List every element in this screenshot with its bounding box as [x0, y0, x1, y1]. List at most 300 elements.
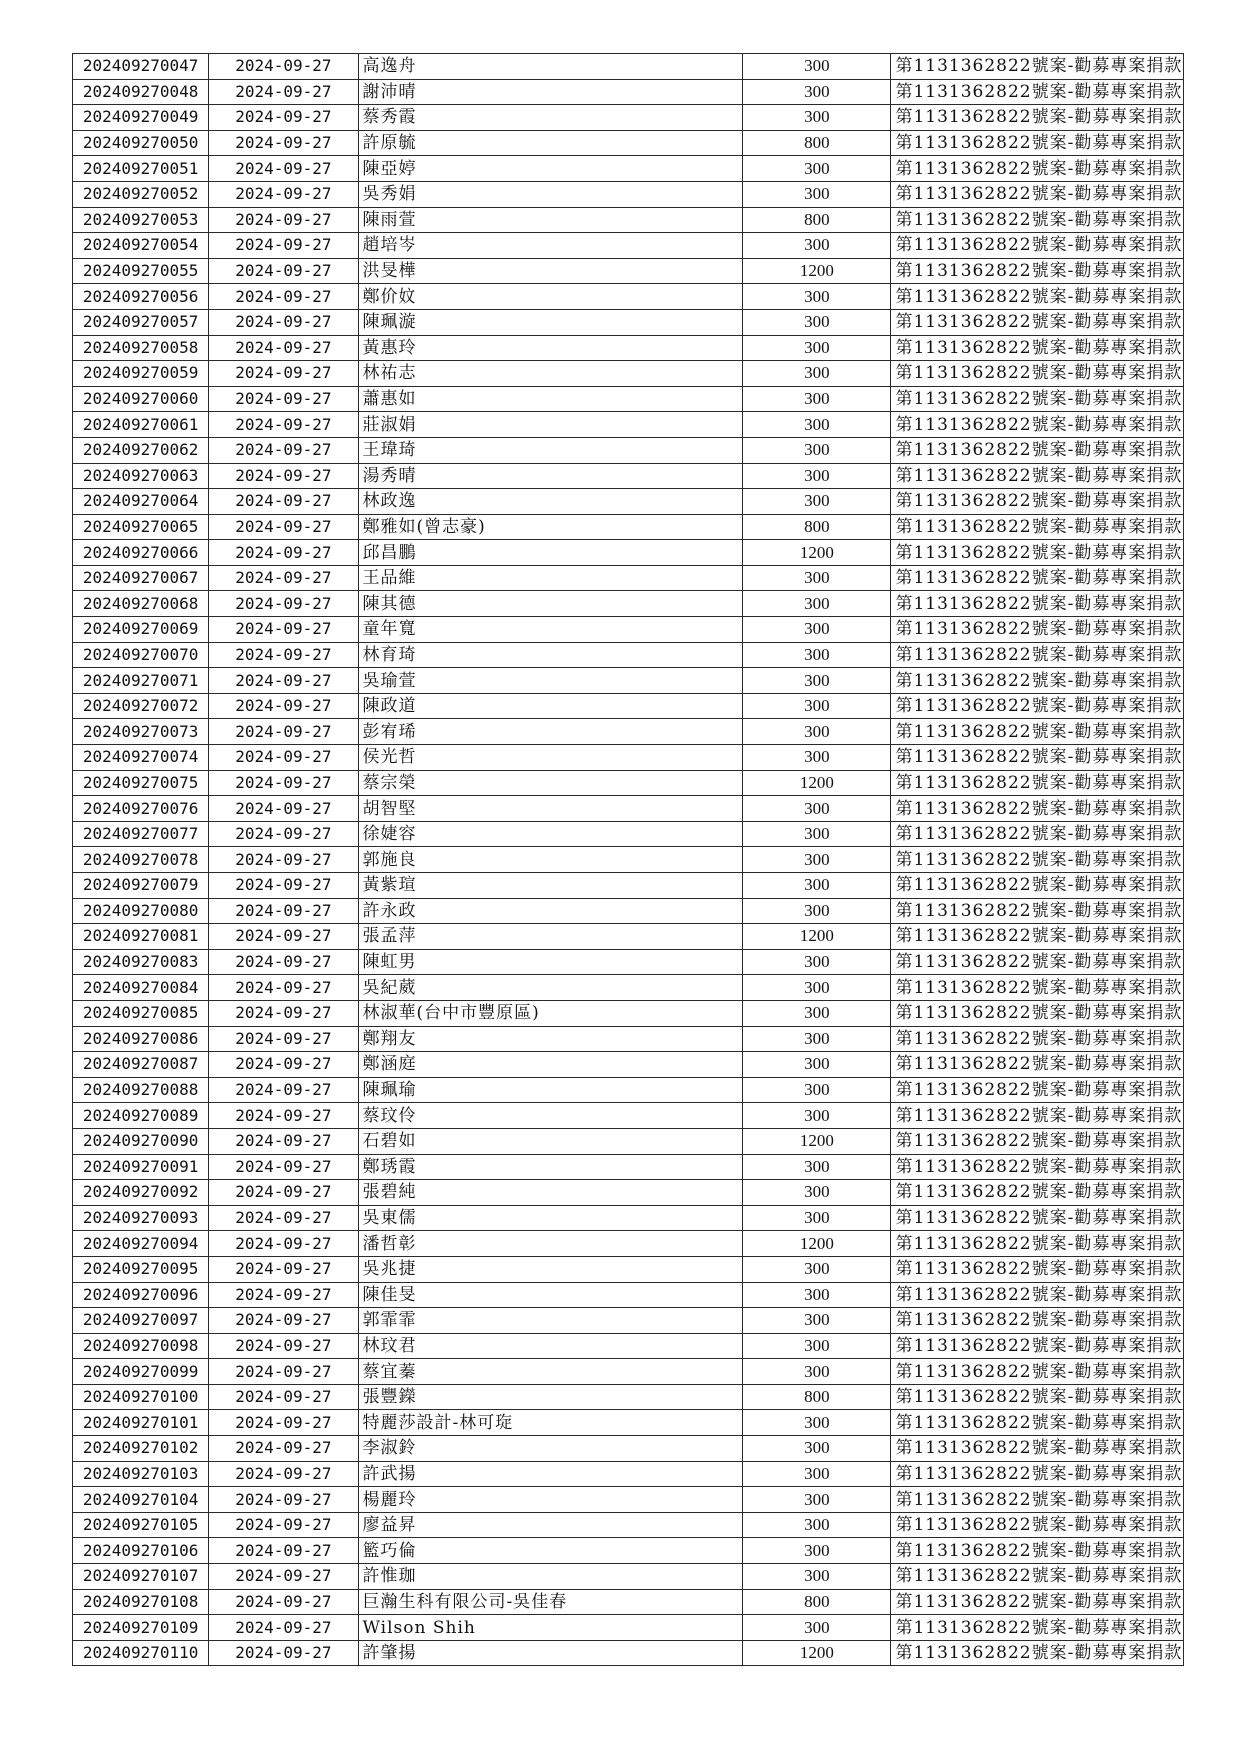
donor-name-cell: 籃巧倫: [358, 1538, 743, 1564]
table-row: [73, 130, 1184, 156]
table-row: [73, 412, 1184, 438]
donation-date-cell: 2024-09-27: [209, 1052, 358, 1078]
receipt-number-cell: 202409270084: [73, 975, 209, 1001]
receipt-number-cell: 202409270061: [73, 412, 209, 438]
amount-cell: 300: [743, 873, 891, 899]
purpose-cell: 第1131362822號案-勸募專案捐款: [891, 540, 1184, 566]
receipt-number-cell: 202409270097: [73, 1308, 209, 1334]
donor-name-cell: 高逸舟: [358, 54, 743, 80]
purpose-cell: 第1131362822號案-勸募專案捐款: [891, 489, 1184, 515]
purpose-cell: 第1131362822號案-勸募專案捐款: [891, 1256, 1184, 1282]
amount-cell: 300: [743, 1359, 891, 1385]
donor-name-cell: 廖益昇: [358, 1512, 743, 1538]
donation-date-cell: 2024-09-27: [209, 1564, 358, 1590]
donor-name-cell: 黃紫瑄: [358, 873, 743, 899]
purpose-cell: 第1131362822號案-勸募專案捐款: [891, 386, 1184, 412]
receipt-number-cell: 202409270075: [73, 770, 209, 796]
table-row: [73, 642, 1184, 668]
donor-name-cell: 郭施良: [358, 847, 743, 873]
receipt-number-cell: 202409270068: [73, 591, 209, 617]
table-row: [73, 1205, 1184, 1231]
table-row: [73, 975, 1184, 1001]
table-row: [73, 770, 1184, 796]
donor-name-cell: 侯光哲: [358, 745, 743, 771]
donation-date-cell: 2024-09-27: [209, 1180, 358, 1206]
amount-cell: 300: [743, 719, 891, 745]
amount-cell: 300: [743, 693, 891, 719]
donor-name-cell: 許惟珈: [358, 1564, 743, 1590]
donation-date-cell: 2024-09-27: [209, 1615, 358, 1641]
receipt-number-cell: 202409270104: [73, 1487, 209, 1513]
donor-name-cell: 王品維: [358, 565, 743, 591]
donation-date-cell: 2024-09-27: [209, 591, 358, 617]
receipt-number-cell: 202409270100: [73, 1384, 209, 1410]
donation-date-cell: 2024-09-27: [209, 181, 358, 207]
donation-date-cell: 2024-09-27: [209, 79, 358, 105]
amount-cell: 300: [743, 1000, 891, 1026]
table-row: [73, 617, 1184, 643]
table-row: [73, 668, 1184, 694]
receipt-number-cell: 202409270066: [73, 540, 209, 566]
amount-cell: 300: [743, 1308, 891, 1334]
donation-date-cell: 2024-09-27: [209, 642, 358, 668]
table-row: [73, 1282, 1184, 1308]
amount-cell: 300: [743, 1205, 891, 1231]
donation-date-cell: 2024-09-27: [209, 1077, 358, 1103]
donor-name-cell: 徐婕容: [358, 821, 743, 847]
donation-table: [72, 53, 1184, 1666]
amount-cell: 300: [743, 1512, 891, 1538]
receipt-number-cell: 202409270095: [73, 1256, 209, 1282]
table-row: [73, 565, 1184, 591]
donation-date-cell: 2024-09-27: [209, 949, 358, 975]
purpose-cell: 第1131362822號案-勸募專案捐款: [891, 1410, 1184, 1436]
donor-name-cell: 陳珮瑜: [358, 1077, 743, 1103]
receipt-number-cell: 202409270093: [73, 1205, 209, 1231]
donor-name-cell: 鄭琇霞: [358, 1154, 743, 1180]
table-row: [73, 207, 1184, 233]
receipt-number-cell: 202409270073: [73, 719, 209, 745]
donation-date-cell: 2024-09-27: [209, 1103, 358, 1129]
donor-name-cell: 林祐志: [358, 361, 743, 387]
donation-date-cell: 2024-09-27: [209, 1359, 358, 1385]
amount-cell: 300: [743, 1436, 891, 1462]
amount-cell: 300: [743, 975, 891, 1001]
donor-name-cell: 許肇揚: [358, 1640, 743, 1666]
table-row: [73, 335, 1184, 361]
purpose-cell: 第1131362822號案-勸募專案捐款: [891, 591, 1184, 617]
receipt-number-cell: 202409270110: [73, 1640, 209, 1666]
donation-date-cell: 2024-09-27: [209, 207, 358, 233]
amount-cell: 300: [743, 821, 891, 847]
receipt-number-cell: 202409270101: [73, 1410, 209, 1436]
donor-name-cell: 林淑華(台中市豐原區): [358, 1000, 743, 1026]
amount-cell: 300: [743, 105, 891, 131]
receipt-number-cell: 202409270081: [73, 924, 209, 950]
table-row: [73, 489, 1184, 515]
table-row: [73, 949, 1184, 975]
donation-date-cell: 2024-09-27: [209, 1282, 358, 1308]
purpose-cell: 第1131362822號案-勸募專案捐款: [891, 1384, 1184, 1410]
amount-cell: 300: [743, 847, 891, 873]
amount-cell: 300: [743, 1103, 891, 1129]
donor-name-cell: 陳虹男: [358, 949, 743, 975]
amount-cell: 300: [743, 412, 891, 438]
amount-cell: 300: [743, 1077, 891, 1103]
purpose-cell: 第1131362822號案-勸募專案捐款: [891, 617, 1184, 643]
donor-name-cell: 王瑋琦: [358, 437, 743, 463]
donation-date-cell: 2024-09-27: [209, 975, 358, 1001]
table-row: [73, 1615, 1184, 1641]
donor-name-cell: 湯秀晴: [358, 463, 743, 489]
table-row: [73, 1564, 1184, 1590]
donor-name-cell: 陳雨萱: [358, 207, 743, 233]
donation-date-cell: 2024-09-27: [209, 514, 358, 540]
donor-name-cell: 蕭惠如: [358, 386, 743, 412]
donation-date-cell: 2024-09-27: [209, 1000, 358, 1026]
amount-cell: 1200: [743, 1231, 891, 1257]
purpose-cell: 第1131362822號案-勸募專案捐款: [891, 1615, 1184, 1641]
receipt-number-cell: 202409270067: [73, 565, 209, 591]
donation-date-cell: 2024-09-27: [209, 821, 358, 847]
purpose-cell: 第1131362822號案-勸募專案捐款: [891, 1333, 1184, 1359]
donor-name-cell: 鄭价妏: [358, 284, 743, 310]
donation-date-cell: 2024-09-27: [209, 437, 358, 463]
donation-date-cell: 2024-09-27: [209, 770, 358, 796]
purpose-cell: 第1131362822號案-勸募專案捐款: [891, 1282, 1184, 1308]
purpose-cell: 第1131362822號案-勸募專案捐款: [891, 1052, 1184, 1078]
receipt-number-cell: 202409270091: [73, 1154, 209, 1180]
receipt-number-cell: 202409270072: [73, 693, 209, 719]
donation-date-cell: 2024-09-27: [209, 1538, 358, 1564]
amount-cell: 300: [743, 617, 891, 643]
donation-table-body: [73, 54, 1184, 1666]
donor-name-cell: 蔡宗榮: [358, 770, 743, 796]
donation-date-cell: 2024-09-27: [209, 335, 358, 361]
receipt-number-cell: 202409270098: [73, 1333, 209, 1359]
purpose-cell: 第1131362822號案-勸募專案捐款: [891, 1154, 1184, 1180]
table-row: [73, 591, 1184, 617]
donor-name-cell: 吳秀娟: [358, 181, 743, 207]
receipt-number-cell: 202409270092: [73, 1180, 209, 1206]
donor-name-cell: 吳瑜萱: [358, 668, 743, 694]
donation-date-cell: 2024-09-27: [209, 309, 358, 335]
donor-name-cell: 石碧如: [358, 1128, 743, 1154]
purpose-cell: 第1131362822號案-勸募專案捐款: [891, 412, 1184, 438]
donation-date-cell: 2024-09-27: [209, 1487, 358, 1513]
table-row: [73, 1052, 1184, 1078]
donation-date-cell: 2024-09-27: [209, 719, 358, 745]
amount-cell: 300: [743, 1026, 891, 1052]
amount-cell: 300: [743, 386, 891, 412]
table-row: [73, 386, 1184, 412]
purpose-cell: 第1131362822號案-勸募專案捐款: [891, 1231, 1184, 1257]
amount-cell: 300: [743, 1564, 891, 1590]
purpose-cell: 第1131362822號案-勸募專案捐款: [891, 361, 1184, 387]
donor-name-cell: 鄭涵庭: [358, 1052, 743, 1078]
amount-cell: 300: [743, 668, 891, 694]
donation-date-cell: 2024-09-27: [209, 156, 358, 182]
table-row: [73, 540, 1184, 566]
donor-name-cell: 巨瀚生科有限公司-吳佳春: [358, 1589, 743, 1615]
purpose-cell: 第1131362822號案-勸募專案捐款: [891, 975, 1184, 1001]
table-row: [73, 1180, 1184, 1206]
amount-cell: 1200: [743, 924, 891, 950]
receipt-number-cell: 202409270057: [73, 309, 209, 335]
amount-cell: 300: [743, 489, 891, 515]
donation-date-cell: 2024-09-27: [209, 898, 358, 924]
donation-date-cell: 2024-09-27: [209, 386, 358, 412]
receipt-number-cell: 202409270069: [73, 617, 209, 643]
amount-cell: 300: [743, 745, 891, 771]
purpose-cell: 第1131362822號案-勸募專案捐款: [891, 105, 1184, 131]
donation-date-cell: 2024-09-27: [209, 693, 358, 719]
donation-date-cell: 2024-09-27: [209, 540, 358, 566]
purpose-cell: 第1131362822號案-勸募專案捐款: [891, 514, 1184, 540]
donor-name-cell: 陳政道: [358, 693, 743, 719]
donor-name-cell: 許原毓: [358, 130, 743, 156]
purpose-cell: 第1131362822號案-勸募專案捐款: [891, 1589, 1184, 1615]
table-row: [73, 1410, 1184, 1436]
table-row: [73, 1128, 1184, 1154]
table-row: [73, 361, 1184, 387]
receipt-number-cell: 202409270106: [73, 1538, 209, 1564]
receipt-number-cell: 202409270107: [73, 1564, 209, 1590]
receipt-number-cell: 202409270055: [73, 258, 209, 284]
receipt-number-cell: 202409270056: [73, 284, 209, 310]
purpose-cell: 第1131362822號案-勸募專案捐款: [891, 1026, 1184, 1052]
table-row: [73, 847, 1184, 873]
amount-cell: 1200: [743, 258, 891, 284]
purpose-cell: 第1131362822號案-勸募專案捐款: [891, 54, 1184, 80]
purpose-cell: 第1131362822號案-勸募專案捐款: [891, 719, 1184, 745]
purpose-cell: 第1131362822號案-勸募專案捐款: [891, 181, 1184, 207]
purpose-cell: 第1131362822號案-勸募專案捐款: [891, 1128, 1184, 1154]
receipt-number-cell: 202409270054: [73, 233, 209, 259]
amount-cell: 800: [743, 1384, 891, 1410]
donation-date-cell: 2024-09-27: [209, 54, 358, 80]
purpose-cell: 第1131362822號案-勸募專案捐款: [891, 258, 1184, 284]
amount-cell: 300: [743, 156, 891, 182]
receipt-number-cell: 202409270078: [73, 847, 209, 873]
table-row: [73, 898, 1184, 924]
amount-cell: 300: [743, 1461, 891, 1487]
purpose-cell: 第1131362822號案-勸募專案捐款: [891, 821, 1184, 847]
receipt-number-cell: 202409270102: [73, 1436, 209, 1462]
donor-name-cell: 蔡宜蓁: [358, 1359, 743, 1385]
table-row: [73, 873, 1184, 899]
donor-name-cell: 蔡秀霞: [358, 105, 743, 131]
table-row: [73, 1487, 1184, 1513]
table-row: [73, 1538, 1184, 1564]
purpose-cell: 第1131362822號案-勸募專案捐款: [891, 1640, 1184, 1666]
donor-name-cell: 陳珮漩: [358, 309, 743, 335]
purpose-cell: 第1131362822號案-勸募專案捐款: [891, 1180, 1184, 1206]
table-row: [73, 105, 1184, 131]
donation-date-cell: 2024-09-27: [209, 1384, 358, 1410]
table-row: [73, 156, 1184, 182]
purpose-cell: 第1131362822號案-勸募專案捐款: [891, 565, 1184, 591]
amount-cell: 300: [743, 335, 891, 361]
amount-cell: 300: [743, 1333, 891, 1359]
donation-date-cell: 2024-09-27: [209, 617, 358, 643]
donor-name-cell: 吳東儒: [358, 1205, 743, 1231]
donation-date-cell: 2024-09-27: [209, 1308, 358, 1334]
receipt-number-cell: 202409270051: [73, 156, 209, 182]
donation-date-cell: 2024-09-27: [209, 1205, 358, 1231]
donation-date-cell: 2024-09-27: [209, 1154, 358, 1180]
amount-cell: 300: [743, 1410, 891, 1436]
receipt-number-cell: 202409270085: [73, 1000, 209, 1026]
donation-date-cell: 2024-09-27: [209, 668, 358, 694]
donor-name-cell: 鄭雅如(曾志豪): [358, 514, 743, 540]
purpose-cell: 第1131362822號案-勸募專案捐款: [891, 924, 1184, 950]
donor-name-cell: 特麗莎設計-林可琁: [358, 1410, 743, 1436]
donor-name-cell: 謝沛晴: [358, 79, 743, 105]
donation-date-cell: 2024-09-27: [209, 1410, 358, 1436]
amount-cell: 300: [743, 79, 891, 105]
amount-cell: 300: [743, 1538, 891, 1564]
donation-date-cell: 2024-09-27: [209, 1256, 358, 1282]
purpose-cell: 第1131362822號案-勸募專案捐款: [891, 1205, 1184, 1231]
receipt-number-cell: 202409270109: [73, 1615, 209, 1641]
donation-date-cell: 2024-09-27: [209, 463, 358, 489]
donor-name-cell: 張碧純: [358, 1180, 743, 1206]
table-row: [73, 796, 1184, 822]
receipt-number-cell: 202409270108: [73, 1589, 209, 1615]
donation-date-cell: 2024-09-27: [209, 847, 358, 873]
receipt-number-cell: 202409270088: [73, 1077, 209, 1103]
donation-date-cell: 2024-09-27: [209, 105, 358, 131]
purpose-cell: 第1131362822號案-勸募專案捐款: [891, 1103, 1184, 1129]
amount-cell: 300: [743, 361, 891, 387]
purpose-cell: 第1131362822號案-勸募專案捐款: [891, 898, 1184, 924]
table-row: [73, 1103, 1184, 1129]
purpose-cell: 第1131362822號案-勸募專案捐款: [891, 130, 1184, 156]
amount-cell: 300: [743, 1052, 891, 1078]
donor-name-cell: 林玟君: [358, 1333, 743, 1359]
donor-name-cell: 吳兆捷: [358, 1256, 743, 1282]
purpose-cell: 第1131362822號案-勸募專案捐款: [891, 1487, 1184, 1513]
table-row: [73, 463, 1184, 489]
receipt-number-cell: 202409270103: [73, 1461, 209, 1487]
receipt-number-cell: 202409270063: [73, 463, 209, 489]
table-row: [73, 1308, 1184, 1334]
donor-name-cell: 黃惠玲: [358, 335, 743, 361]
donor-name-cell: 許武揚: [358, 1461, 743, 1487]
amount-cell: 300: [743, 796, 891, 822]
receipt-number-cell: 202409270074: [73, 745, 209, 771]
donation-date-cell: 2024-09-27: [209, 489, 358, 515]
table-row: [73, 1333, 1184, 1359]
donor-name-cell: 蔡玟伶: [358, 1103, 743, 1129]
receipt-number-cell: 202409270099: [73, 1359, 209, 1385]
receipt-number-cell: 202409270059: [73, 361, 209, 387]
purpose-cell: 第1131362822號案-勸募專案捐款: [891, 1512, 1184, 1538]
purpose-cell: 第1131362822號案-勸募專案捐款: [891, 1538, 1184, 1564]
donation-date-cell: 2024-09-27: [209, 1461, 358, 1487]
amount-cell: 1200: [743, 770, 891, 796]
table-row: [73, 1231, 1184, 1257]
receipt-number-cell: 202409270090: [73, 1128, 209, 1154]
donor-name-cell: 吳紀葳: [358, 975, 743, 1001]
amount-cell: 300: [743, 949, 891, 975]
donor-name-cell: 郭霏霏: [358, 1308, 743, 1334]
amount-cell: 1200: [743, 540, 891, 566]
donation-date-cell: 2024-09-27: [209, 796, 358, 822]
purpose-cell: 第1131362822號案-勸募專案捐款: [891, 463, 1184, 489]
purpose-cell: 第1131362822號案-勸募專案捐款: [891, 949, 1184, 975]
purpose-cell: 第1131362822號案-勸募專案捐款: [891, 207, 1184, 233]
donor-name-cell: 趙培岑: [358, 233, 743, 259]
receipt-number-cell: 202409270083: [73, 949, 209, 975]
table-row: [73, 54, 1184, 80]
donation-date-cell: 2024-09-27: [209, 412, 358, 438]
table-row: [73, 514, 1184, 540]
purpose-cell: 第1131362822號案-勸募專案捐款: [891, 1077, 1184, 1103]
receipt-number-cell: 202409270064: [73, 489, 209, 515]
donor-name-cell: 張豐鑅: [358, 1384, 743, 1410]
donation-date-cell: 2024-09-27: [209, 1640, 358, 1666]
table-row: [73, 924, 1184, 950]
donation-date-cell: 2024-09-27: [209, 1589, 358, 1615]
purpose-cell: 第1131362822號案-勸募專案捐款: [891, 1308, 1184, 1334]
donation-date-cell: 2024-09-27: [209, 745, 358, 771]
purpose-cell: 第1131362822號案-勸募專案捐款: [891, 1564, 1184, 1590]
donor-name-cell: 陳佳旻: [358, 1282, 743, 1308]
receipt-number-cell: 202409270079: [73, 873, 209, 899]
receipt-number-cell: 202409270080: [73, 898, 209, 924]
receipt-number-cell: 202409270070: [73, 642, 209, 668]
receipt-number-cell: 202409270053: [73, 207, 209, 233]
table-row: [73, 437, 1184, 463]
receipt-number-cell: 202409270048: [73, 79, 209, 105]
donor-name-cell: 胡智堅: [358, 796, 743, 822]
receipt-number-cell: 202409270050: [73, 130, 209, 156]
donor-name-cell: 潘哲彰: [358, 1231, 743, 1257]
table-row: [73, 309, 1184, 335]
donation-date-cell: 2024-09-27: [209, 233, 358, 259]
table-row: [73, 1436, 1184, 1462]
purpose-cell: 第1131362822號案-勸募專案捐款: [891, 284, 1184, 310]
table-row: [73, 1461, 1184, 1487]
amount-cell: 300: [743, 284, 891, 310]
purpose-cell: 第1131362822號案-勸募專案捐款: [891, 1436, 1184, 1462]
receipt-number-cell: 202409270071: [73, 668, 209, 694]
receipt-number-cell: 202409270096: [73, 1282, 209, 1308]
donation-date-cell: 2024-09-27: [209, 1333, 358, 1359]
receipt-number-cell: 202409270058: [73, 335, 209, 361]
amount-cell: 300: [743, 463, 891, 489]
amount-cell: 300: [743, 642, 891, 668]
purpose-cell: 第1131362822號案-勸募專案捐款: [891, 873, 1184, 899]
donor-name-cell: 彭宥琋: [358, 719, 743, 745]
purpose-cell: 第1131362822號案-勸募專案捐款: [891, 770, 1184, 796]
table-row: [73, 719, 1184, 745]
amount-cell: 300: [743, 181, 891, 207]
table-row: [73, 284, 1184, 310]
receipt-number-cell: 202409270076: [73, 796, 209, 822]
amount-cell: 300: [743, 54, 891, 80]
table-row: [73, 1384, 1184, 1410]
donor-name-cell: 陳其德: [358, 591, 743, 617]
table-row: [73, 745, 1184, 771]
donation-date-cell: 2024-09-27: [209, 1512, 358, 1538]
purpose-cell: 第1131362822號案-勸募專案捐款: [891, 668, 1184, 694]
table-row: [73, 258, 1184, 284]
purpose-cell: 第1131362822號案-勸募專案捐款: [891, 437, 1184, 463]
table-row: [73, 1077, 1184, 1103]
